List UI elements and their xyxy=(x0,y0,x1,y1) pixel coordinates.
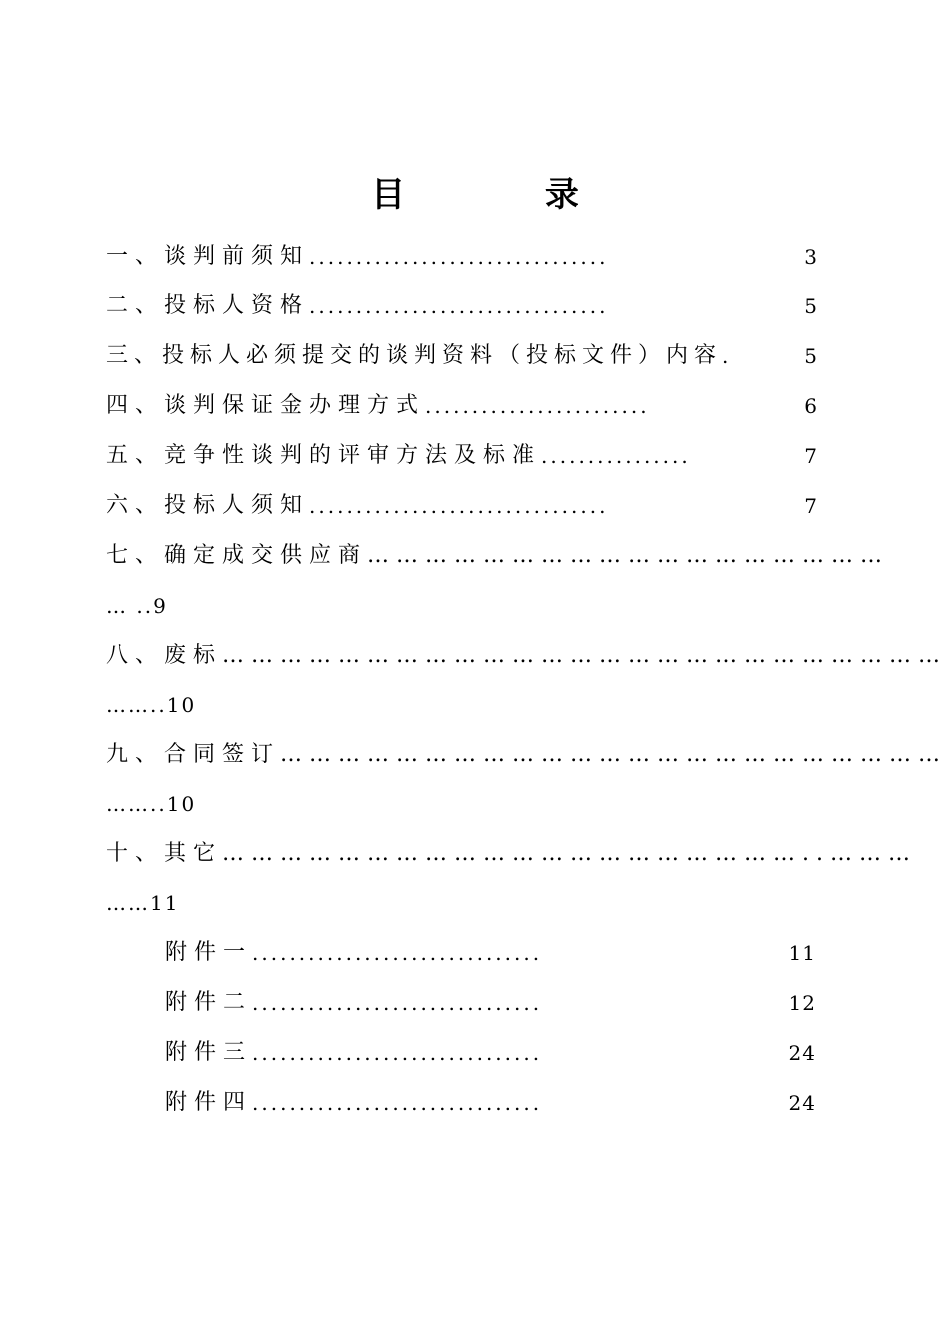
toc-entry-leader: ........................ xyxy=(425,394,650,418)
toc-entry-leader: ................................ xyxy=(309,294,609,318)
toc-entry-leader: ................................ xyxy=(309,245,609,269)
toc-entry-label: 六、投标人须知 xyxy=(106,493,310,518)
toc-attachment-label: 附件四 xyxy=(165,1090,253,1115)
toc-attachment xyxy=(165,987,816,1019)
toc-entry xyxy=(106,490,818,522)
toc-entry-line: 八、废标………………………………………………………………… xyxy=(106,643,948,668)
toc-attachment-label: 附件一 xyxy=(165,940,253,965)
toc-attachment xyxy=(165,1087,816,1119)
toc-attachment-leader: ............................... xyxy=(252,991,543,1015)
toc-attachment-page: 12 xyxy=(788,991,816,1015)
toc-entry-label: 一、谈判前须知 xyxy=(106,244,310,269)
toc-entry-page: 7 xyxy=(804,494,818,518)
toc-entry-page: 5 xyxy=(804,294,818,318)
toc-entry xyxy=(106,290,818,322)
toc-attachment-page: 11 xyxy=(788,941,816,965)
toc-entry-continuation: ……..10 xyxy=(106,693,197,717)
toc-entry-leader: ................ xyxy=(541,444,691,468)
toc-attachment-leader: ............................... xyxy=(252,1091,543,1115)
toc-entry xyxy=(106,340,818,372)
toc-entry-label: 三、投标人必须提交的谈判资料（投标文件）内容 xyxy=(106,343,723,368)
toc-attachment xyxy=(165,937,816,969)
toc-entry-page: 6 xyxy=(804,394,818,418)
toc-entry-page: 5 xyxy=(804,344,818,368)
toc-entry-label: 二、投标人资格 xyxy=(106,293,310,318)
toc-attachment-leader: ............................... xyxy=(252,1041,543,1065)
toc-entry-continuation: … ..9 xyxy=(106,594,168,618)
toc-entry-page: 7 xyxy=(804,444,818,468)
toc-entry xyxy=(106,241,818,273)
toc-entry xyxy=(106,390,818,422)
toc-attachment-leader: ............................... xyxy=(252,941,543,965)
toc-attachment-label: 附件三 xyxy=(165,1040,253,1065)
toc-attachment-page: 24 xyxy=(788,1041,816,1065)
toc-entry-label: 五、竞争性谈判的评审方法及标准 xyxy=(106,443,542,468)
page-title: 目 录 xyxy=(371,175,643,215)
toc-entry-line: 十、其它……………………………………………………..……… xyxy=(106,841,917,866)
toc-attachment-label: 附件二 xyxy=(165,990,253,1015)
toc-entry-label: 四、谈判保证金办理方式 xyxy=(106,393,426,418)
toc-entry-page: 3 xyxy=(804,245,818,269)
toc-attachment xyxy=(165,1037,816,1069)
toc-entry-continuation: ……11 xyxy=(106,891,180,915)
toc-attachment-page: 24 xyxy=(788,1091,816,1115)
toc-entry-leader: ................................ xyxy=(309,494,609,518)
toc-entry-continuation: ……..10 xyxy=(106,792,197,816)
toc-entry xyxy=(106,440,818,472)
toc-entry-leader: . xyxy=(722,344,732,368)
toc-entry-line: 七、确定成交供应商……………………………………………… xyxy=(106,543,890,568)
toc-entry-line: 九、合同签订…………………………………………………………… xyxy=(106,742,948,767)
